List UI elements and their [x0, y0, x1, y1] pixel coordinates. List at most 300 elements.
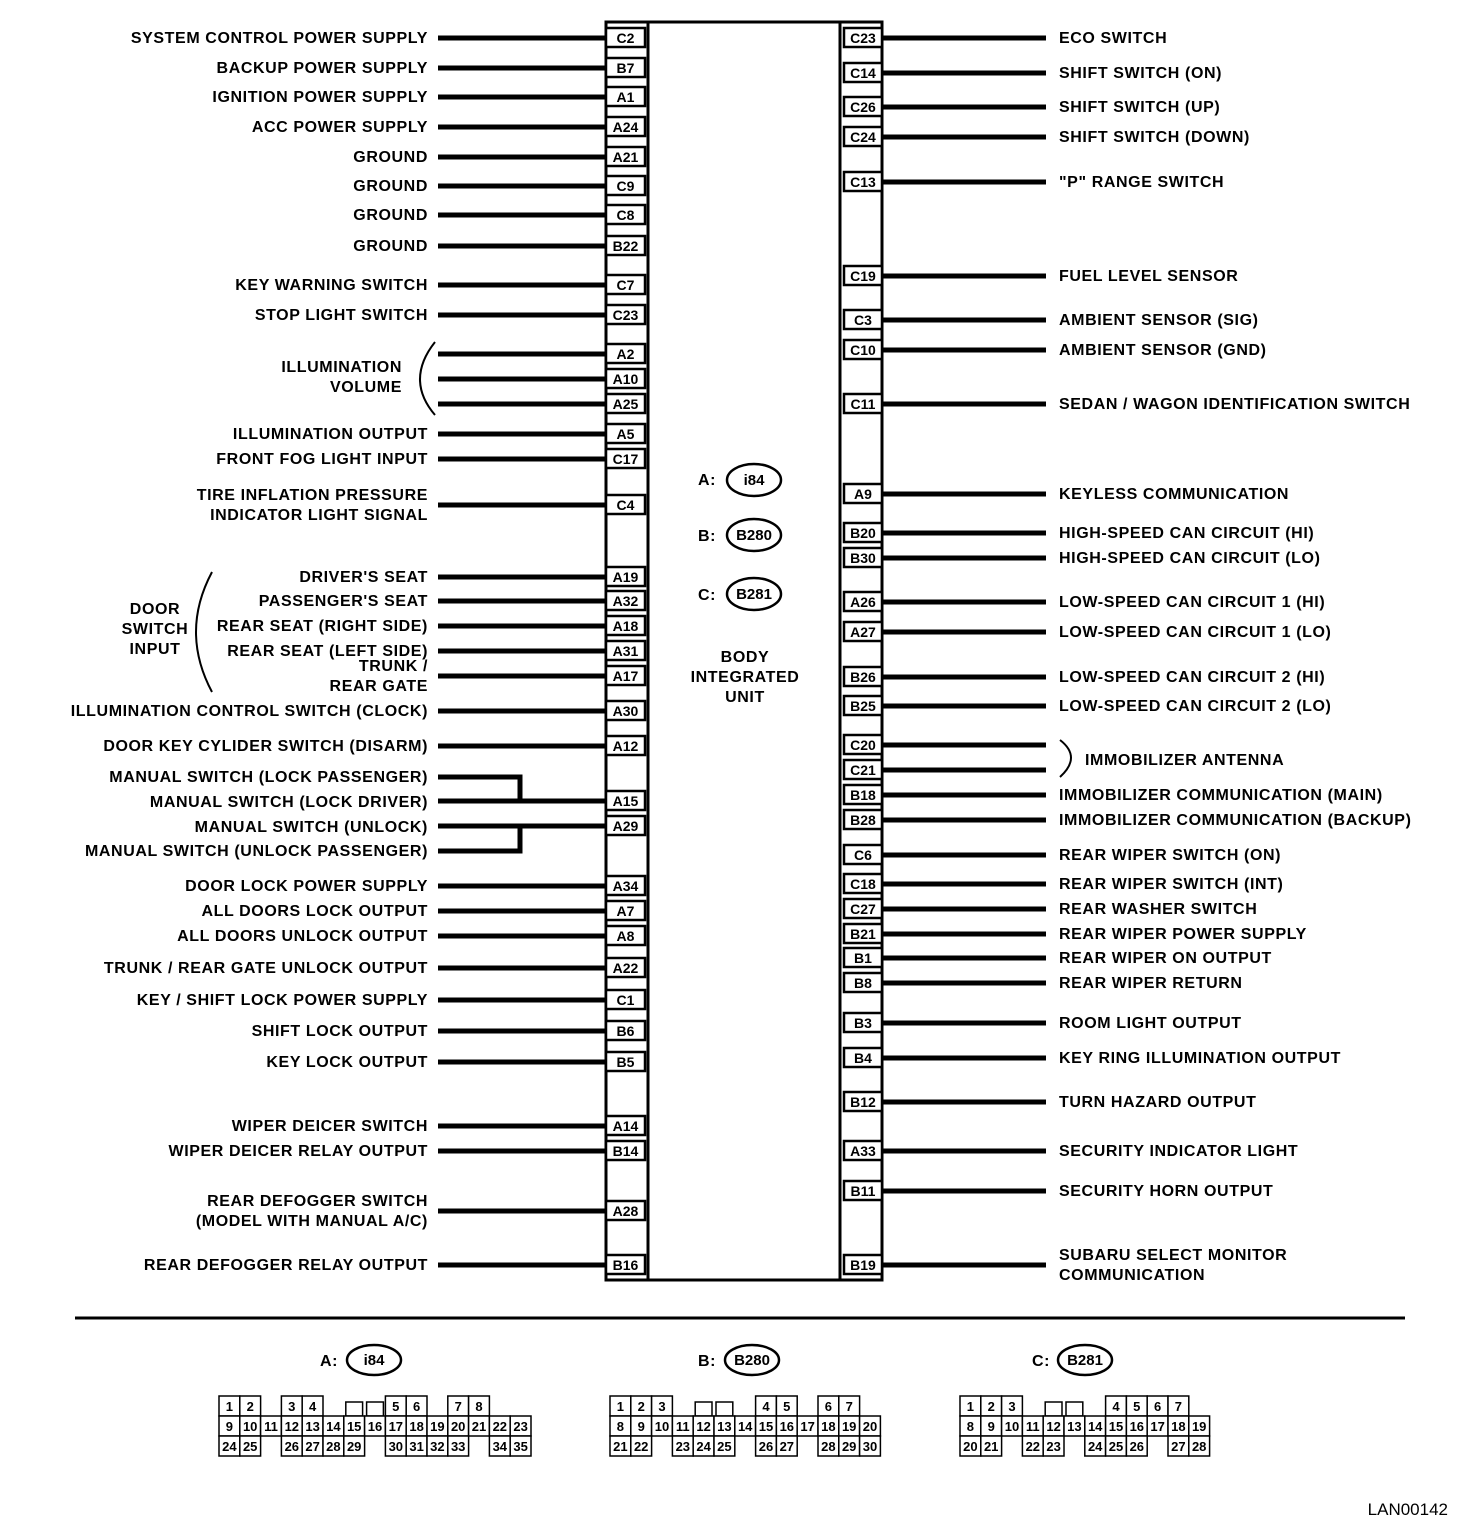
cavity-number: 13 — [305, 1419, 320, 1434]
right-signal-row — [844, 97, 1220, 116]
signal-label: LOW-SPEED CAN CIRCUIT 1 (LO) — [1059, 624, 1332, 641]
cavity-number: 5 — [783, 1399, 791, 1414]
cavity-number: 9 — [225, 1419, 234, 1434]
left-signal-row — [259, 591, 645, 610]
connector-face-c-pins — [960, 1396, 1210, 1456]
pin-label: C13 — [850, 174, 876, 190]
cavity-number: 27 — [779, 1439, 795, 1454]
left-signal-row — [353, 176, 645, 195]
pin-label: C18 — [850, 876, 876, 892]
signal-label: REAR SEAT (RIGHT SIDE) — [216, 618, 428, 635]
signal-label: ACC POWER SUPPLY — [251, 119, 428, 136]
latch-tab — [1066, 1402, 1083, 1416]
right-signal-row — [844, 760, 1046, 779]
right-signal-row — [844, 127, 1250, 146]
cavity-number: 22 — [1025, 1439, 1041, 1454]
right-signal-row — [844, 696, 1331, 715]
connector-face-a-prefix: A: — [320, 1353, 339, 1370]
pin-label: C21 — [850, 762, 876, 778]
left-signal-row — [353, 236, 645, 255]
left-signal-row — [177, 926, 645, 945]
cavity-number: 25 — [1108, 1439, 1124, 1454]
signal-label: SEDAN / WAGON IDENTIFICATION SWITCH — [1059, 396, 1411, 413]
cavity-number: 17 — [1150, 1419, 1165, 1434]
pin-label: A15 — [612, 793, 639, 809]
cavity-number: 9 — [637, 1419, 645, 1434]
legend-a-code: i84 — [743, 472, 765, 489]
left-signal-row — [71, 701, 645, 720]
cavity-number: 31 — [409, 1439, 424, 1454]
right-signal-row — [844, 523, 1314, 542]
left-signal-row — [103, 736, 645, 755]
latch-tab — [346, 1402, 363, 1416]
pin-label: B26 — [850, 669, 876, 685]
left-signal-row — [252, 117, 645, 136]
signal-label: IMMOBILIZER COMMUNICATION (BACKUP) — [1059, 812, 1412, 829]
pin-label: B19 — [850, 1257, 876, 1273]
pin-label: A9 — [854, 486, 872, 502]
signal-label: SECURITY HORN OUTPUT — [1059, 1183, 1274, 1200]
left-signal-row — [330, 658, 645, 695]
cavity-number: 8 — [616, 1419, 625, 1434]
pin-label: B21 — [850, 926, 876, 942]
signal-label: SECURITY INDICATOR LIGHT — [1059, 1143, 1299, 1160]
cavity-number: 23 — [513, 1419, 528, 1434]
pin-label: A26 — [850, 594, 876, 610]
right-signal-row — [844, 1181, 1273, 1200]
cavity-number: 20 — [450, 1419, 466, 1434]
unit-title-line-1: BODY — [720, 649, 770, 666]
manual-switch-label: MANUAL SWITCH (UNLOCK) — [194, 819, 428, 836]
pin-label: C19 — [850, 268, 876, 284]
right-signal-row — [844, 394, 1410, 413]
cavity-number: 14 — [1087, 1419, 1103, 1434]
manual-switch-group — [85, 769, 607, 860]
cavity-number: 16 — [367, 1419, 383, 1434]
pin-label: A29 — [612, 818, 639, 834]
cavity-number: 7 — [845, 1399, 853, 1414]
left-signal-row — [606, 791, 645, 810]
right-signal-row — [844, 1247, 1287, 1284]
right-signal-row — [844, 845, 1281, 864]
cavity-number: 3 — [288, 1399, 296, 1414]
right-signal-row — [844, 924, 1307, 943]
pin-label: C8 — [616, 207, 635, 223]
left-signal-row — [144, 1255, 645, 1274]
cavity-number: 12 — [284, 1419, 300, 1434]
signal-label: GROUND — [353, 149, 428, 166]
cavity-number: 16 — [1129, 1419, 1145, 1434]
legend-b-prefix: B: — [698, 528, 717, 545]
right-signal-row — [844, 484, 1289, 503]
right-signal-row — [844, 310, 1259, 329]
cavity-number: 8 — [475, 1399, 483, 1414]
cavity-number: 24 — [222, 1439, 237, 1454]
pin-label: C14 — [850, 65, 876, 81]
pin-label: A1 — [616, 89, 635, 105]
signal-label: GROUND — [353, 178, 428, 195]
pin-label: A34 — [612, 878, 639, 894]
cavity-number: 11 — [675, 1419, 690, 1434]
cavity-number: 23 — [1046, 1439, 1061, 1454]
pin-label: C6 — [854, 847, 872, 863]
cavity-number: 3 — [1008, 1399, 1016, 1414]
cavity-number: 16 — [779, 1419, 795, 1434]
pin-label: B20 — [850, 525, 876, 541]
connector-face-b-prefix: B: — [698, 1353, 717, 1370]
pin-label: A2 — [616, 346, 635, 362]
signal-label: BACKUP POWER SUPPLY — [216, 60, 428, 77]
cavity-number: 28 — [821, 1439, 836, 1454]
pin-label: A22 — [612, 960, 639, 976]
cavity-number: 20 — [862, 1419, 878, 1434]
signal-label: SHIFT SWITCH (ON) — [1059, 65, 1223, 82]
left-signal-row — [185, 876, 645, 895]
cavity-number: 13 — [1067, 1419, 1082, 1434]
pin-label: A19 — [612, 569, 639, 585]
unit-title-line-2: INTEGRATED — [690, 669, 800, 686]
pin-label: C1 — [616, 992, 635, 1008]
pin-label: B30 — [850, 550, 876, 566]
door-switch-group — [122, 572, 212, 692]
connector-face-c-prefix: C: — [1032, 1353, 1051, 1370]
signal-label: "P" RANGE SWITCH — [1059, 174, 1225, 191]
signal-label: REAR SEAT (LEFT SIDE) — [227, 643, 428, 660]
cavity-number: 32 — [430, 1439, 445, 1454]
pin-label: A27 — [850, 624, 876, 640]
signal-label: SYSTEM CONTROL POWER SUPPLY — [130, 30, 428, 47]
signal-label: SHIFT SWITCH (DOWN) — [1059, 129, 1250, 146]
connector-face-a-code: i84 — [363, 1352, 385, 1369]
right-signal-row — [844, 63, 1222, 82]
right-signal-row — [844, 785, 1383, 804]
cavity-number: 4 — [762, 1399, 770, 1414]
left-signal-row — [216, 449, 645, 468]
signal-label: ALL DOORS UNLOCK OUTPUT — [177, 928, 428, 945]
immobilizer-antenna-label: IMMOBILIZER ANTENNA — [1085, 752, 1285, 769]
cavity-number: 15 — [346, 1419, 362, 1434]
right-signal-row — [844, 735, 1046, 754]
signal-label: HIGH-SPEED CAN CIRCUIT (LO) — [1059, 550, 1321, 567]
cavity-number: 33 — [450, 1439, 466, 1454]
pin-label: A8 — [616, 928, 635, 944]
door-switch-group-label: DOOR — [129, 601, 181, 618]
left-signal-row — [606, 816, 645, 835]
cavity-number: 21 — [471, 1419, 487, 1434]
cavity-number: 7 — [1174, 1399, 1183, 1414]
pin-label: B7 — [616, 60, 635, 76]
left-signal-row — [201, 901, 645, 920]
latch-tab — [716, 1402, 733, 1416]
cavity-number: 30 — [388, 1439, 404, 1454]
cavity-number: 5 — [392, 1399, 400, 1414]
signal-label: KEY LOCK OUTPUT — [266, 1054, 428, 1071]
right-signal-row — [844, 874, 1283, 893]
cavity-number: 19 — [841, 1419, 857, 1434]
cavity-number: 13 — [717, 1419, 732, 1434]
signal-label: FRONT FOG LIGHT INPUT — [216, 451, 428, 468]
left-signal-row — [255, 305, 645, 324]
door-switch-group-label: SWITCH — [121, 621, 189, 638]
manual-switch-label: MANUAL SWITCH (LOCK PASSENGER) — [109, 769, 428, 786]
signal-label: HIGH-SPEED CAN CIRCUIT (HI) — [1059, 525, 1315, 542]
left-signal-row — [197, 487, 645, 524]
connector-face-c-code: B281 — [1067, 1352, 1103, 1369]
right-signal-row — [844, 340, 1267, 359]
left-signal-row — [252, 1021, 645, 1040]
unit-title-line-3: UNIT — [725, 689, 765, 706]
left-signal-row — [196, 1193, 645, 1230]
signal-label: DRIVER'S SEAT — [299, 569, 428, 586]
signal-label: SHIFT SWITCH (UP) — [1059, 99, 1221, 116]
signal-label: REAR GATE — [329, 678, 428, 695]
left-signal-row — [217, 616, 645, 635]
pin-label: B4 — [854, 1050, 872, 1066]
signal-label: TIRE INFLATION PRESSURE — [196, 487, 428, 504]
pin-label: A12 — [612, 738, 639, 754]
pin-label: A28 — [612, 1203, 639, 1219]
pin-label: B6 — [616, 1023, 635, 1039]
pin-label: C2 — [616, 30, 635, 46]
left-signal-row — [353, 147, 645, 166]
cavity-number: 12 — [696, 1419, 711, 1434]
cavity-number: 2 — [246, 1399, 254, 1414]
left-signal-row — [233, 424, 645, 443]
right-signal-row — [844, 592, 1325, 611]
right-signal-row — [844, 622, 1331, 641]
legend-b-code: B280 — [736, 527, 772, 544]
legend-c-code: B281 — [736, 586, 772, 603]
cavity-number: 21 — [613, 1439, 628, 1454]
cavity-number: 25 — [717, 1439, 732, 1454]
right-signal-row — [844, 810, 1412, 829]
cavity-number: 19 — [1191, 1419, 1207, 1434]
figure-id: LAN00142 — [1367, 1500, 1448, 1519]
cavity-number: 28 — [326, 1439, 341, 1454]
left-signal-row — [266, 1052, 645, 1071]
pin-label: A21 — [612, 149, 639, 165]
pin-label: C11 — [850, 396, 876, 412]
signal-label: REAR WIPER SWITCH (ON) — [1059, 847, 1282, 864]
pin-label: A30 — [612, 703, 639, 719]
illumination-group-label: ILLUMINATION — [281, 359, 402, 376]
pin-label: B5 — [616, 1054, 635, 1070]
latch-tab — [1045, 1402, 1062, 1416]
left-signal-row — [169, 1141, 645, 1160]
pin-label: B25 — [850, 698, 876, 714]
pin-label: B11 — [850, 1183, 876, 1199]
pin-label: C9 — [616, 178, 635, 194]
cavity-number: 21 — [983, 1439, 999, 1454]
cavity-number: 11 — [1025, 1419, 1040, 1434]
signal-label: KEY WARNING SWITCH — [235, 277, 428, 294]
signal-label: KEY / SHIFT LOCK POWER SUPPLY — [136, 992, 428, 1009]
right-signal-row — [844, 899, 1257, 918]
pin-label: B14 — [612, 1143, 639, 1159]
legend-a-prefix: A: — [698, 472, 717, 489]
cavity-number: 14 — [737, 1419, 753, 1434]
pin-label: A14 — [612, 1118, 639, 1134]
latch-tab — [695, 1402, 712, 1416]
pin-label: A25 — [612, 396, 639, 412]
immobilizer-group — [1060, 740, 1284, 777]
left-signal-row — [212, 87, 645, 106]
pin-label: A33 — [850, 1143, 876, 1159]
signal-label: FUEL LEVEL SENSOR — [1059, 268, 1239, 285]
signal-label: AMBIENT SENSOR (SIG) — [1059, 312, 1259, 329]
signal-label: REAR DEFOGGER RELAY OUTPUT — [143, 1257, 428, 1274]
left-signal-row — [299, 567, 645, 586]
signal-label: PASSENGER'S SEAT — [258, 593, 428, 610]
cavity-number: 12 — [1046, 1419, 1061, 1434]
cavity-number: 29 — [346, 1439, 362, 1454]
signal-label: ILLUMINATION OUTPUT — [232, 426, 428, 443]
illumination-group — [281, 342, 435, 415]
pin-label: C17 — [612, 451, 639, 467]
left-signal-row — [232, 1116, 645, 1135]
pin-label: C7 — [616, 277, 635, 293]
door-switch-group-label: INPUT — [129, 641, 181, 658]
pin-label: B8 — [854, 975, 872, 991]
cavity-number: 2 — [987, 1399, 995, 1414]
cavity-number: 22 — [492, 1419, 508, 1434]
cavity-number: 10 — [654, 1419, 670, 1434]
pin-label: A31 — [612, 643, 639, 659]
cavity-number: 18 — [409, 1419, 424, 1434]
signal-label: (MODEL WITH MANUAL A/C) — [195, 1213, 428, 1230]
cavity-number: 10 — [242, 1419, 258, 1434]
signal-label: WIPER DEICER SWITCH — [231, 1118, 428, 1135]
cavity-number: 18 — [821, 1419, 836, 1434]
pin-label: C27 — [850, 901, 876, 917]
right-signal-row — [844, 1141, 1298, 1160]
signal-label: TURN HAZARD OUTPUT — [1059, 1094, 1257, 1111]
connector-legend — [698, 464, 781, 610]
left-signal-row — [131, 28, 645, 47]
right-signal-row — [844, 1092, 1256, 1111]
manual-switch-label: MANUAL SWITCH (UNLOCK PASSENGER) — [84, 843, 428, 860]
signal-label: AMBIENT SENSOR (GND) — [1059, 342, 1267, 359]
cavity-number: 6 — [824, 1399, 833, 1414]
connector-face-a — [219, 1345, 531, 1456]
left-signal-row — [438, 394, 645, 413]
cavity-number: 24 — [696, 1439, 711, 1454]
signal-label: IMMOBILIZER COMMUNICATION (MAIN) — [1059, 787, 1383, 804]
legend-c-prefix: C: — [698, 587, 717, 604]
signal-label: LOW-SPEED CAN CIRCUIT 2 (LO) — [1059, 698, 1332, 715]
pin-label: A7 — [616, 903, 635, 919]
right-signal-row — [844, 1048, 1341, 1067]
pin-label: C26 — [850, 99, 876, 115]
connector-face-a-pins — [219, 1396, 531, 1456]
cavity-number: 28 — [1191, 1439, 1207, 1454]
right-signal-row — [844, 667, 1325, 686]
signal-label: DOOR LOCK POWER SUPPLY — [185, 878, 428, 895]
cavity-number: 18 — [1171, 1419, 1186, 1434]
cavity-number: 20 — [963, 1439, 978, 1454]
cavity-number: 26 — [284, 1439, 300, 1454]
cavity-number: 26 — [758, 1439, 774, 1454]
right-signal-row — [844, 266, 1238, 285]
signal-label: WIPER DEICER RELAY OUTPUT — [168, 1143, 428, 1160]
signal-label: TRUNK / REAR GATE UNLOCK OUTPUT — [103, 960, 428, 977]
manual-switch-wiring — [438, 777, 607, 851]
pin-label: A24 — [612, 119, 639, 135]
cavity-number: 1 — [225, 1399, 234, 1414]
cavity-number: 29 — [841, 1439, 857, 1454]
pin-label: A10 — [612, 371, 639, 387]
cavity-number: 24 — [1087, 1439, 1103, 1454]
pin-label: A5 — [616, 426, 635, 442]
pin-label: B22 — [612, 238, 639, 254]
cavity-number: 7 — [454, 1399, 462, 1414]
cavity-number: 4 — [308, 1399, 317, 1414]
pin-label: A17 — [612, 668, 639, 684]
signal-label: STOP LIGHT SWITCH — [254, 307, 428, 324]
right-signal-row — [844, 548, 1321, 567]
signal-label: IGNITION POWER SUPPLY — [212, 89, 428, 106]
cavity-number: 17 — [800, 1419, 815, 1434]
left-signal-row — [438, 344, 645, 363]
cavity-number: 34 — [492, 1439, 508, 1454]
signal-label: ECO SWITCH — [1059, 30, 1168, 47]
right-signals — [844, 28, 1412, 1284]
pin-label: C3 — [854, 312, 872, 328]
signal-label: REAR WASHER SWITCH — [1059, 901, 1258, 918]
door-switch-brace — [196, 572, 212, 692]
pin-label: C23 — [612, 307, 639, 323]
cavity-number: 2 — [637, 1399, 645, 1414]
pin-label: C24 — [850, 129, 876, 145]
pin-label: C10 — [850, 342, 876, 358]
cavity-number: 15 — [1108, 1419, 1124, 1434]
connector-face-b-pins — [610, 1396, 880, 1456]
cavity-number: 3 — [658, 1399, 666, 1414]
signal-label: REAR WIPER ON OUTPUT — [1059, 950, 1272, 967]
right-signal-row — [844, 172, 1224, 191]
signal-label: INDICATOR LIGHT SIGNAL — [210, 507, 428, 524]
cavity-number: 25 — [242, 1439, 258, 1454]
manual-switch-label: MANUAL SWITCH (LOCK DRIVER) — [149, 794, 428, 811]
right-signal-row — [844, 973, 1243, 992]
illumination-brace — [420, 342, 435, 415]
signal-label: DOOR KEY CYLIDER SWITCH (DISARM) — [103, 738, 428, 755]
pin-label: A18 — [612, 618, 639, 634]
cavity-number: 30 — [862, 1439, 878, 1454]
signal-label: GROUND — [353, 238, 428, 255]
signal-label: REAR WIPER RETURN — [1059, 975, 1243, 992]
cavity-number: 22 — [633, 1439, 649, 1454]
cavity-number: 1 — [616, 1399, 625, 1414]
signal-label: SHIFT LOCK OUTPUT — [251, 1023, 428, 1040]
pin-label: B16 — [612, 1257, 639, 1273]
cavity-number: 6 — [412, 1399, 421, 1414]
pin-label: C4 — [616, 497, 635, 513]
right-signal-row — [844, 948, 1272, 967]
cavity-number: 23 — [675, 1439, 691, 1454]
cavity-number: 27 — [1171, 1439, 1186, 1454]
cavity-number: 9 — [987, 1419, 995, 1434]
right-signal-row — [844, 28, 1167, 47]
signal-label: GROUND — [353, 207, 428, 224]
cavity-number: 19 — [430, 1419, 445, 1434]
pin-label: A32 — [612, 593, 639, 609]
right-signal-row — [844, 1013, 1242, 1032]
cavity-number: 27 — [305, 1439, 320, 1454]
cavity-number: 8 — [966, 1419, 975, 1434]
left-signal-row — [227, 641, 645, 660]
connector-face-c — [960, 1345, 1210, 1456]
